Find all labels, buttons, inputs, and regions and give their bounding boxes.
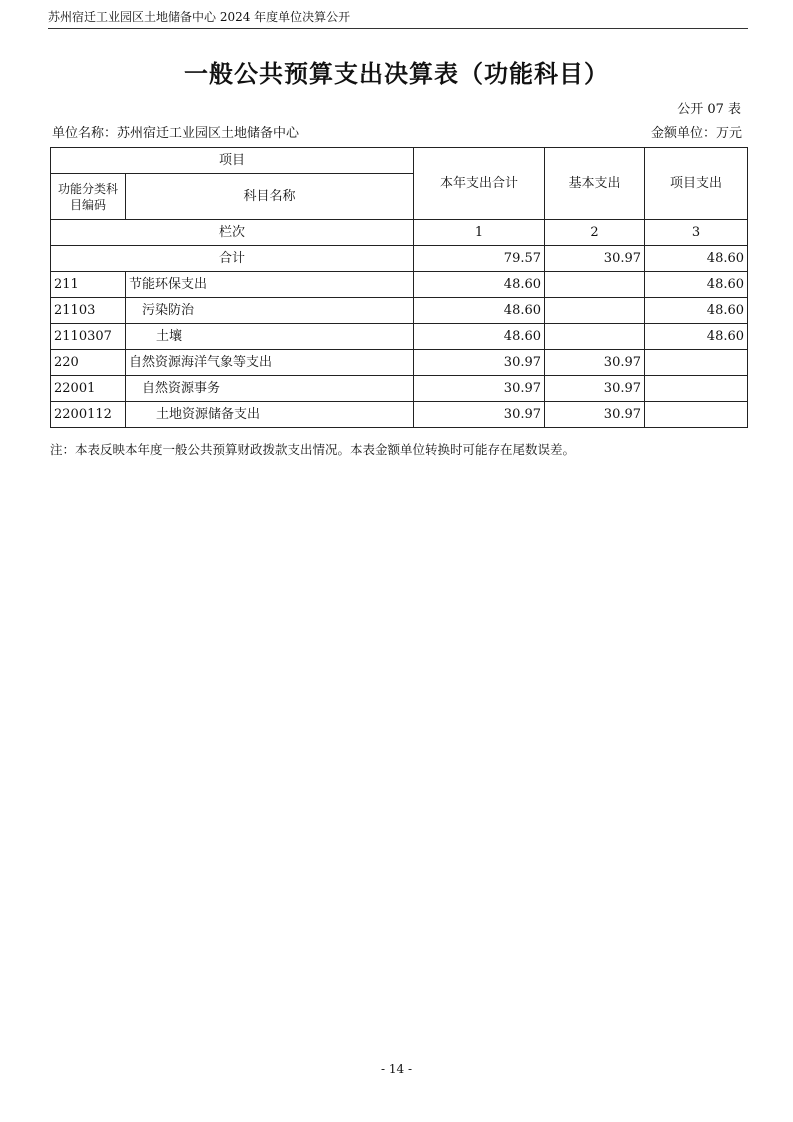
row-name: 自然资源海洋气象等支出 [126,350,414,376]
column-index-2: 2 [545,220,645,246]
row-code: 211 [51,272,126,298]
row-basic-expenditure [545,298,645,324]
row-basic-expenditure: 30.97 [545,350,645,376]
row-project-expenditure [645,350,748,376]
row-basic-expenditure [545,272,645,298]
row-code: 220 [51,350,126,376]
table-row [51,272,748,298]
row-project-expenditure: 48.60 [645,298,748,324]
row-total-expenditure: 48.60 [414,298,545,324]
row-total-expenditure: 30.97 [414,350,545,376]
row-name: 土地资源储备支出 [126,402,414,428]
row-total-expenditure: 48.60 [414,272,545,298]
column-index-label: 栏次 [51,220,414,246]
row-name: 土壤 [126,324,414,350]
header-item: 项目 [51,148,414,174]
header-func-code: 功能分类科目编码 [51,174,126,220]
row-name: 节能环保支出 [126,272,414,298]
row-basic-expenditure: 30.97 [545,402,645,428]
expenditure-table [50,147,748,428]
row-total-expenditure: 30.97 [414,376,545,402]
row-project-expenditure [645,376,748,402]
unit-name: 单位名称：苏州宿迁工业园区土地储备中心 [52,126,300,141]
currency-unit: 金额单位：万元 [650,126,742,141]
header-basic-expenditure: 基本支出 [545,148,645,220]
column-index-3: 3 [645,220,748,246]
row-total-expenditure: 48.60 [414,324,545,350]
page-title: 一般公共预算支出决算表（功能科目） [184,60,609,88]
row-basic-expenditure: 30.97 [545,376,645,402]
table-note: 注：本表反映本年度一般公共预算财政拨款支出情况。本表金额单位转换时可能存在尾数误差。 [50,442,576,457]
row-project-expenditure: 48.60 [645,324,748,350]
header-project-expenditure: 项目支出 [645,148,748,220]
running-header: 苏州宿迁工业园区土地储备中心 2024 年度单位决算公开 [48,8,748,29]
table-row [51,298,748,324]
total-c1: 79.57 [414,246,545,272]
table-row [51,324,748,350]
total-c2: 30.97 [545,246,645,272]
total-row [51,246,748,272]
row-code: 21103 [51,298,126,324]
table-row [51,402,748,428]
page-number: - 14 - [380,1062,412,1076]
row-code: 2200112 [51,402,126,428]
row-name: 污染防治 [126,298,414,324]
column-index-row [51,220,748,246]
row-code: 2110307 [51,324,126,350]
row-basic-expenditure [545,324,645,350]
header-total-expenditure: 本年支出合计 [414,148,545,220]
row-project-expenditure: 48.60 [645,272,748,298]
unit-info-row [52,122,742,141]
row-name: 自然资源事务 [126,376,414,402]
column-index-1: 1 [414,220,545,246]
total-c3: 48.60 [645,246,748,272]
row-project-expenditure [645,402,748,428]
row-code: 22001 [51,376,126,402]
table-row [51,376,748,402]
row-total-expenditure: 30.97 [414,402,545,428]
table-row [51,350,748,376]
header-subject-name: 科目名称 [126,174,414,220]
total-label: 合计 [51,246,414,272]
table-number: 公开 07 表 [677,102,741,117]
